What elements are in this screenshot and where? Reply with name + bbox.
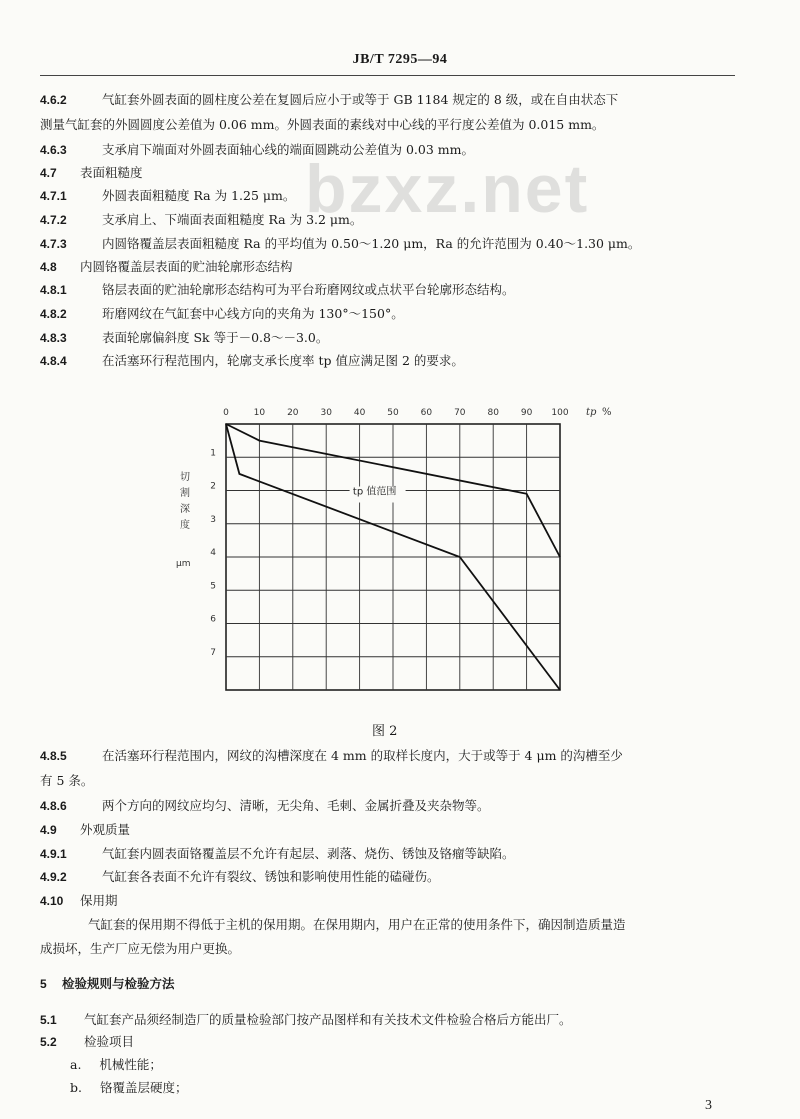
y-axis-label-char: 割 <box>180 488 190 499</box>
x-axis-unit: % <box>602 407 612 418</box>
document-header: JB/T 7295—94 <box>352 52 448 67</box>
x-tick-label: 60 <box>420 408 433 418</box>
x-tick-label: 40 <box>353 408 366 418</box>
x-tick-label: 10 <box>253 408 266 418</box>
x-tick-label: 50 <box>387 408 399 418</box>
x-tick-label: 20 <box>287 408 299 418</box>
y-tick-label: 5 <box>210 581 216 592</box>
clause-4-8-5-cont: 有 5 条。 <box>40 773 94 788</box>
page-number: 3 <box>705 1098 712 1113</box>
x-tick-label: 100 <box>551 408 569 418</box>
list-item-b: b. 铬覆盖层硬度； <box>70 1080 188 1095</box>
y-axis-unit: μm <box>176 559 191 569</box>
x-tick-label: 70 <box>454 408 466 418</box>
x-tick-label: 90 <box>520 408 533 418</box>
x-tick-label: 0 <box>223 408 229 418</box>
y-axis-label-char: 深 <box>180 504 190 515</box>
x-axis-label: tp <box>586 407 597 418</box>
y-axis-label-char: 切 <box>180 472 190 483</box>
figure-caption: 图 2 <box>372 724 398 739</box>
x-tick-label: 80 <box>487 408 499 418</box>
watermark-text: bzxz.net <box>305 151 590 227</box>
y-tick-label: 7 <box>210 647 216 658</box>
y-tick-label: 3 <box>210 514 216 525</box>
y-tick-label: 6 <box>210 614 216 625</box>
clause-4-10-para: 气缸套的保用期不得低于主机的保用期。在保用期内，用户在正常的使用条件下，确因制造质量造 <box>88 917 626 932</box>
list-item-a: a. 机械性能； <box>70 1057 162 1072</box>
y-tick-label: 2 <box>210 481 216 492</box>
clause-4-10-para-cont: 成损坏，生产厂应无偿为用户更换。 <box>40 941 241 956</box>
y-tick-label: 4 <box>210 548 216 558</box>
y-axis-label-char: 度 <box>180 520 190 531</box>
x-tick-label: 30 <box>320 408 332 418</box>
clause-4-6-2-cont: 测量气缸套的外圆圆度公差值为 0.06 mm。外圆表面的素线对中心线的平行度公差值为 0.015 mm。 <box>40 117 605 132</box>
y-tick-label: 1 <box>210 448 216 459</box>
region-label: tp 值范围 <box>352 486 397 498</box>
